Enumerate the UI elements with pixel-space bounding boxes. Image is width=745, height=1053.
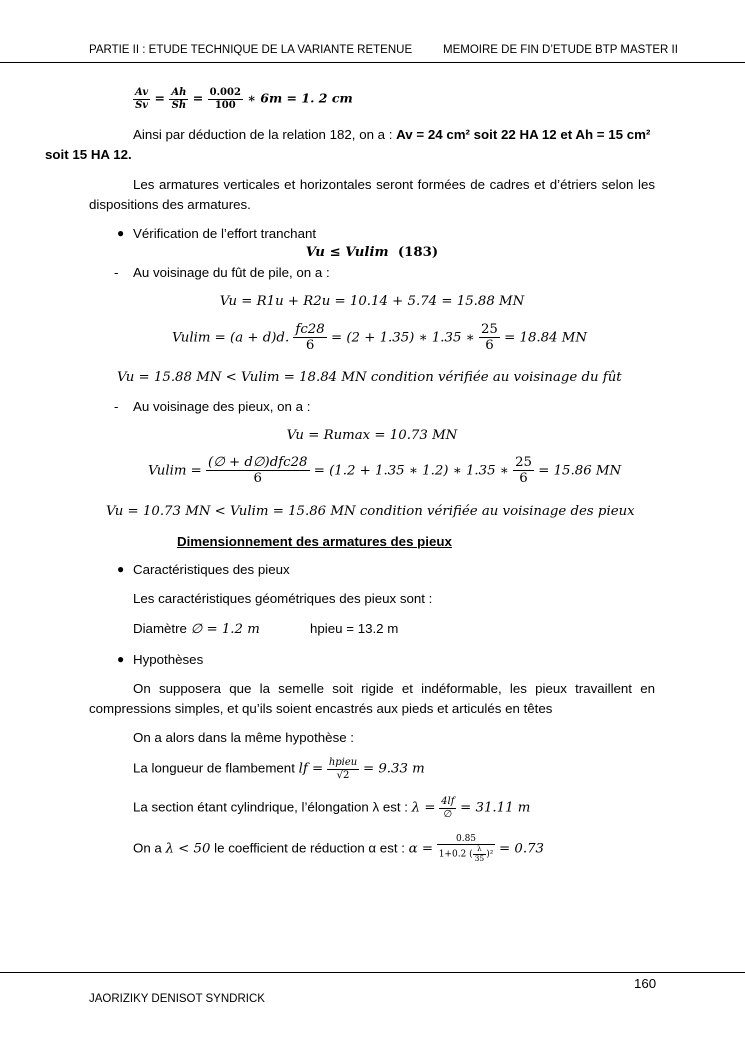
fraction-phi-6: $\frac{\text{(∅ + d∅)dfc28}}{6}$	[208, 455, 308, 487]
paragraph-hypotheses: On supposera que la semelle soit rigide et indéformable, les pieux travaillent en compressions simples, et qu’ils soient encastrés aux pieds et articulés en têtes	[89, 681, 655, 716]
hpieu-value: hpieu = 13.2 m	[310, 621, 399, 636]
fraction-lambda-35: $\frac{\lambda}{35}$	[474, 844, 485, 863]
flambement-line: La longueur de flambement lf = $\frac{\text{hpieu}}{√2}$ = 9.33 m	[133, 757, 425, 781]
fraction-hpieu-sqrt2: $\frac{\text{hpieu}}{√2}$	[328, 757, 358, 781]
paragraph-armatures: Les armatures verticales et horizontales seront formées de cadres et d’étriers selon les dispositions des armatures.	[89, 177, 655, 212]
dash-pieux-label: Au voisinage des pieux, on a :	[133, 399, 311, 414]
paragraph-deduction: Ainsi par déduction de la relation 182, on a : Av = 24 cm² soit 22 HA 12 et Ah = 15 cm² soit 15 HA 12.	[45, 127, 651, 162]
diametre-line: Diamètre ∅ = 1.2 m	[133, 621, 260, 637]
eq-vu-pieux: Vu = Rumax = 10.73 MN	[286, 428, 458, 443]
section-title: Dimensionnement des armatures des pieux	[177, 534, 452, 549]
footer-author: JAORIZIKY DENISOT SYNDRICK	[89, 993, 265, 1005]
elongation-line: La section étant cylindrique, l’élongation λ est : λ = $\frac{4lf}{\emptyset}$ = 31.11 m	[133, 796, 531, 820]
fraction-ah-sh: $\frac{Ah}{Sh}$	[171, 87, 187, 111]
dash-marker: -	[114, 399, 119, 414]
bullet-carac-label: Caractéristiques des pieux	[133, 562, 290, 577]
eq-vulim-fut: Vulim = (a + d)d. $\frac{fc28}{6}$ = (2 + 1.35) ∗ 1.35 ∗ $\frac{25}{6}$ = 18.84 MN	[172, 322, 588, 354]
bullet-shear-label: Vérification de l’effort tranchant	[133, 226, 317, 241]
eq-vulim-pieux: Vulim = $\frac{\text{(∅ + d∅)dfc28}}{6}$ = (1.2 + 1.35 ∗ 1.2) ∗ 1.35 ∗ $\frac{25}{6}$ = 15.86 MN	[148, 455, 622, 487]
bullet-hyp-label: Hypothèses	[133, 652, 204, 667]
fraction-ratio: $\frac{0.002}{100}$	[209, 87, 241, 111]
dash-fut-label: Au voisinage du fût de pile, on a :	[133, 265, 330, 280]
condition-fut: Vu = 15.88 MN < Vulim = 18.84 MN condition vérifiée au voisinage du fût	[117, 370, 622, 385]
header-rule	[0, 62, 745, 63]
footer-rule	[0, 972, 745, 973]
bullet-icon: ●	[117, 562, 125, 576]
fraction-av-sv: $\frac{Av}{Sv}$	[135, 87, 149, 111]
bullet-icon: ●	[117, 226, 125, 240]
hyp-alors: On a alors dans la même hypothèse :	[133, 730, 354, 745]
fraction-4lf-phi: $\frac{4lf}{\emptyset}$	[441, 796, 455, 820]
fraction-alpha: 0.85 1+0.2 ( $\frac{\lambda}{35}$ )²	[438, 834, 494, 863]
fraction-25-6: $\frac{25}{6}$	[480, 322, 498, 354]
header-right: MEMOIRE DE FIN D’ETUDE BTP MASTER II	[443, 44, 678, 56]
condition-pieux: Vu = 10.73 MN < Vulim = 15.86 MN condition vérifiée au voisinage des pieux	[106, 504, 635, 519]
fraction-fc28-6: $\frac{fc28}{6}$	[295, 322, 325, 354]
eq-ratio: $\frac{Av}{Sv}$ = $\frac{Ah}{Sh}$ = $\frac{0.002}{100}$ ∗ 6m = 1. 2 cm	[135, 87, 353, 111]
carac-intro: Les caractéristiques géométriques des pieux sont :	[133, 591, 433, 606]
fraction-25-6: $\frac{25}{6}$	[515, 455, 532, 487]
page-number: 160	[634, 976, 657, 991]
reduction-line: On a λ < 50 le coefficient de réduction α est : α = 0.85 1+0.2 ( $\frac{\lambda}{35}$ )² = 0.73	[133, 834, 545, 863]
eq-vu-fut: Vu = R1u + R2u = 10.14 + 5.74 = 15.88 MN	[219, 294, 525, 309]
eq-183: Vu ≤ Vulim (183)	[305, 245, 439, 260]
header-left: PARTIE II : ETUDE TECHNIQUE DE LA VARIANTE RETENUE	[89, 44, 413, 56]
bullet-icon: ●	[117, 652, 125, 666]
dash-marker: -	[114, 265, 119, 280]
